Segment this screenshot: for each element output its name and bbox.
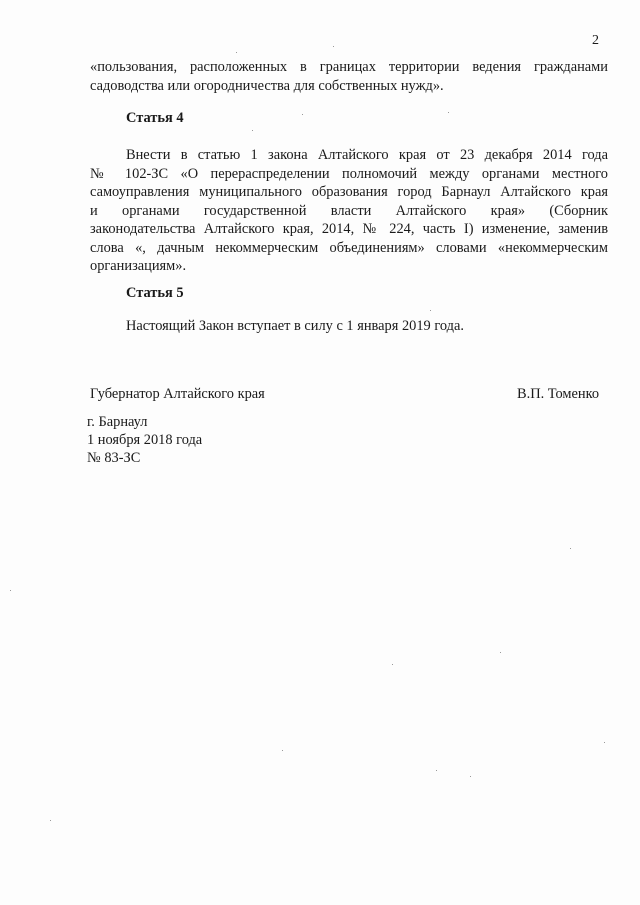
- paragraph-line: законодательства Алтайского края, 2014, № 224, часть I) изменение, заменив: [90, 221, 608, 237]
- signatory-name: В.П. Томенко: [517, 386, 600, 402]
- page-number: 2: [592, 33, 599, 48]
- scan-speck: [282, 750, 283, 751]
- scan-speck: [470, 776, 471, 777]
- paragraph-line: Внести в статью 1 закона Алтайского края от 23 декабря 2014 года: [126, 147, 608, 163]
- paragraph-line: слова «, дачным некоммерческим объединениям» словами «некоммерческим: [90, 239, 608, 256]
- scan-speck: [252, 130, 253, 131]
- scan-speck: [500, 652, 501, 653]
- paragraph-line: «пользования, расположенных в границах территории ведения гражданами: [90, 59, 608, 75]
- footer-date: 1 ноября 2018 года: [87, 432, 203, 448]
- paragraph-line: и органами государственной власти Алтайского края» (Сборник: [90, 202, 608, 219]
- scan-speck: [604, 742, 605, 743]
- footer-city: г. Барнаул: [87, 414, 148, 430]
- scan-speck: [333, 46, 334, 47]
- paragraph-line: организациям».: [90, 258, 187, 274]
- document-footer: [87, 413, 202, 467]
- article-4-paragraph: [90, 146, 608, 276]
- paragraph-line: садоводства или огородничества для собственных нужд».: [90, 77, 444, 94]
- scan-speck: [448, 112, 449, 113]
- scan-speck: [236, 52, 237, 53]
- scan-speck: [430, 310, 431, 311]
- paragraph-line: № 102-ЗС «О перераспределении полномочий между органами местного: [90, 165, 608, 182]
- footer-number: № 83-ЗС: [87, 450, 141, 466]
- paragraph-line: самоуправления муниципального образования город Барнаул Алтайского края: [90, 184, 608, 200]
- scan-speck: [50, 820, 51, 821]
- article-5-heading: Статья 5: [126, 285, 184, 301]
- article-4-heading: Статья 4: [126, 110, 184, 126]
- scan-speck: [302, 114, 303, 115]
- article-5-paragraph: Настоящий Закон вступает в силу с 1 января 2019 года.: [126, 318, 464, 334]
- scan-speck: [392, 664, 393, 665]
- scan-speck: [10, 590, 11, 591]
- continuation-paragraph: [90, 58, 608, 95]
- scan-speck: [570, 548, 571, 549]
- scan-speck: [436, 770, 437, 771]
- signatory-title: Губернатор Алтайского края: [90, 386, 265, 402]
